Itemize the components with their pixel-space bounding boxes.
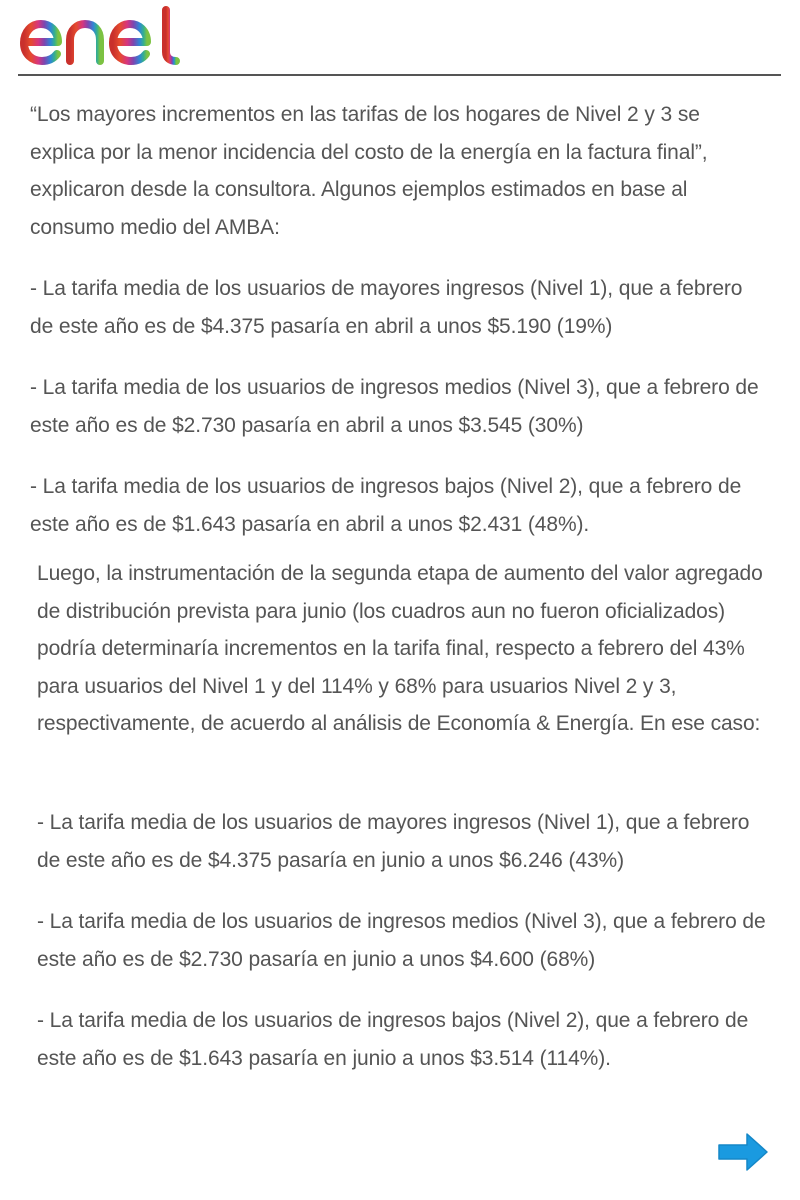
page-header xyxy=(18,0,781,76)
article-paragraph-junio-nivel-3: - La tarifa media de los usuarios de ingresos medios (Nivel 3), que a febrero de este año es de $2.730 pasaría en junio a unos $4.600 (68%) xyxy=(37,910,766,971)
enel-logo[interactable] xyxy=(18,4,198,70)
article-paragraph-segunda-etapa: Luego, la instrumentación de la segunda etapa de aumento del valor agregado de distribución prevista para junio (los cuadros aun no fueron oficializados) podría determinaría incrementos en la tarifa final, respecto a febrero del 43% para usuarios del Nivel 1 y del 114% y 68% para usuarios Nivel 2 y 3, respectivamente, de acuerdo al análisis de Economía & Energía. En ese caso: xyxy=(37,562,763,735)
article-paragraph-intro: “Los mayores incrementos en las tarifas de los hogares de Nivel 2 y 3 se explica por la menor incidencia del costo de la energía en la factura final”, explicaron desde la consultora. Algunos ejemplos estimados en base al consumo medio del AMBA: xyxy=(30,103,708,239)
article-paragraph-abril-nivel-2: - La tarifa media de los usuarios de ingresos bajos (Nivel 2), que a febrero de este año es de $1.643 pasaría en abril a unos $2.431 (48%). xyxy=(30,475,742,536)
article-paragraph-abril-nivel-3: - La tarifa media de los usuarios de ingresos medios (Nivel 3), que a febrero de este año es de $2.730 pasaría en abril a unos $3.545 (30%) xyxy=(30,376,759,437)
arrow-right-icon[interactable] xyxy=(716,1130,770,1174)
article-paragraph-junio-nivel-2: - La tarifa media de los usuarios de ingresos bajos (Nivel 2), que a febrero de este año es de $1.643 pasaría en junio a unos $3.514 (114%). xyxy=(37,1009,749,1070)
article-paragraph-abril-nivel-1: - La tarifa media de los usuarios de mayores ingresos (Nivel 1), que a febrero de este año es de $4.375 pasaría en abril a unos $5.190 (19%) xyxy=(30,277,743,338)
article-paragraph-junio-nivel-1: - La tarifa media de los usuarios de mayores ingresos (Nivel 1), que a febrero de este año es de $4.375 pasaría en junio a unos $6.246 (43%) xyxy=(37,811,750,872)
